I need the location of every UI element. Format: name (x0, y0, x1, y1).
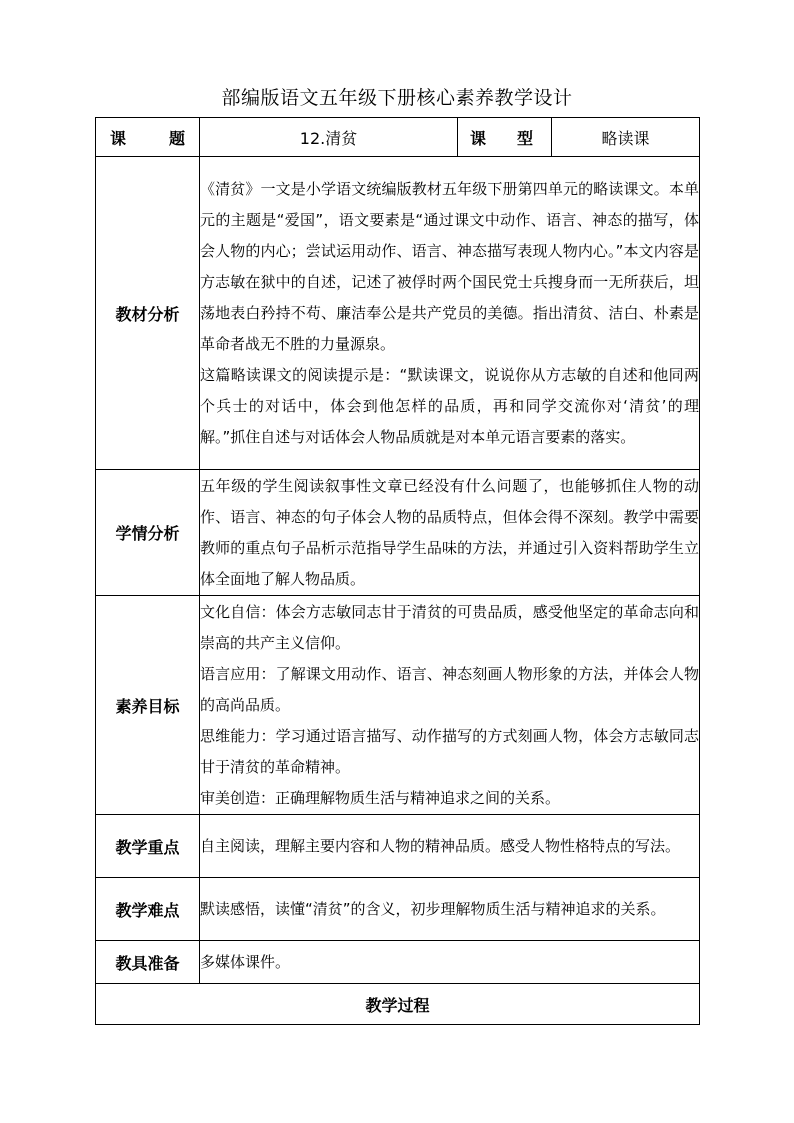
topic-label-cell (96, 118, 200, 157)
material-analysis-paragraph-2: 这篇略读课文的阅读提示是：“默读课文，说说你从方志敏的自述和他同两个兵士的对话中，体会到他怎样的品质，再和同学交流你对‘清贫’的理解。”抓住自述与对话体会人物品质就是对本单元语言要素的落实。 (200, 365, 699, 446)
topic-value: 12.清贫 (200, 118, 458, 157)
process-heading: 教学过程 (96, 984, 700, 1025)
student-analysis-content (200, 470, 700, 596)
student-analysis-label: 学情分析 (96, 470, 200, 596)
material-analysis-row (96, 157, 700, 470)
key-points-label: 教学重点 (96, 815, 200, 878)
materials-content (200, 941, 700, 984)
literacy-goal-thinking: 思维能力：学习通过语言描写、动作描写的方式刻画人物，体会方志敏同志甘于清贫的革命精神。 (200, 726, 699, 776)
materials-paragraph-1: 多媒体课件。 (200, 952, 291, 971)
material-analysis-paragraph-1: 《清贫》一文是小学语文统编版教材五年级下册第四单元的略读课文。本单元的主题是“爱国”，语文要素是“通过课文中动作、语言、神态的描写，体会人物的内心；尝试运用动作、语言、神态描写表现人物内心。”本文内容是方志敏在狱中的自述，记述了被俘时两个国民党士兵搜身而一无所获后，坦荡地表白矜持不苟、廉洁奉公是共产党员的美德。指出清贫、洁白、朴素是革命者战无不胜的力量源泉。 (200, 179, 699, 353)
literacy-goals-label: 素养目标 (96, 596, 200, 815)
difficulties-label: 教学难点 (96, 878, 200, 941)
material-analysis-content (200, 157, 700, 470)
literacy-goals-row (96, 596, 700, 815)
document-title: 部编版语文五年级下册核心素养教学设计 (221, 87, 573, 109)
type-label-char-1: 课 (470, 128, 487, 148)
material-analysis-label: 教材分析 (96, 157, 200, 470)
type-label-char-2: 型 (516, 128, 533, 148)
literacy-goals-content (200, 596, 700, 815)
type-label-cell (458, 118, 552, 157)
key-points-row (96, 815, 700, 878)
student-analysis-row (96, 470, 700, 596)
literacy-goal-culture: 文化自信：体会方志敏同志甘于清贫的可贵品质，感受他坚定的革命志向和崇高的共产主义信仰。 (200, 602, 699, 652)
topic-label-char-2: 题 (168, 128, 185, 148)
difficulties-paragraph-1: 默读感悟，读懂“清贫”的含义，初步理解物质生活与精神追求的关系。 (200, 899, 666, 918)
difficulties-content (200, 878, 700, 941)
process-row (96, 984, 700, 1025)
key-points-content (200, 815, 700, 878)
lesson-plan-table (95, 117, 700, 1025)
key-points-paragraph-1: 自主阅读，理解主要内容和人物的精神品质。感受人物性格特点的写法。 (200, 836, 681, 855)
materials-row (96, 941, 700, 984)
literacy-goal-language: 语言应用：了解课文用动作、语言、神态刻画人物形象的方法，并体会人物的高尚品质。 (200, 664, 699, 714)
materials-label: 教具准备 (96, 941, 200, 984)
literacy-goal-aesthetic: 审美创造：正确理解物质生活与精神追求之间的关系。 (200, 788, 561, 807)
student-analysis-paragraph-1: 五年级的学生阅读叙事性文章已经没有什么问题了，也能够抓住人物的动作、语言、神态的句子体会人物的品质特点，但体会得不深刻。教学中需要教师的重点句子品析示范指导学生品味的方法，并通过引入资料帮助学生立体全面地了解人物品质。 (200, 476, 699, 588)
header-row (96, 118, 700, 157)
type-value: 略读课 (552, 118, 700, 157)
topic-label-char-1: 课 (110, 128, 127, 148)
difficulties-row (96, 878, 700, 941)
